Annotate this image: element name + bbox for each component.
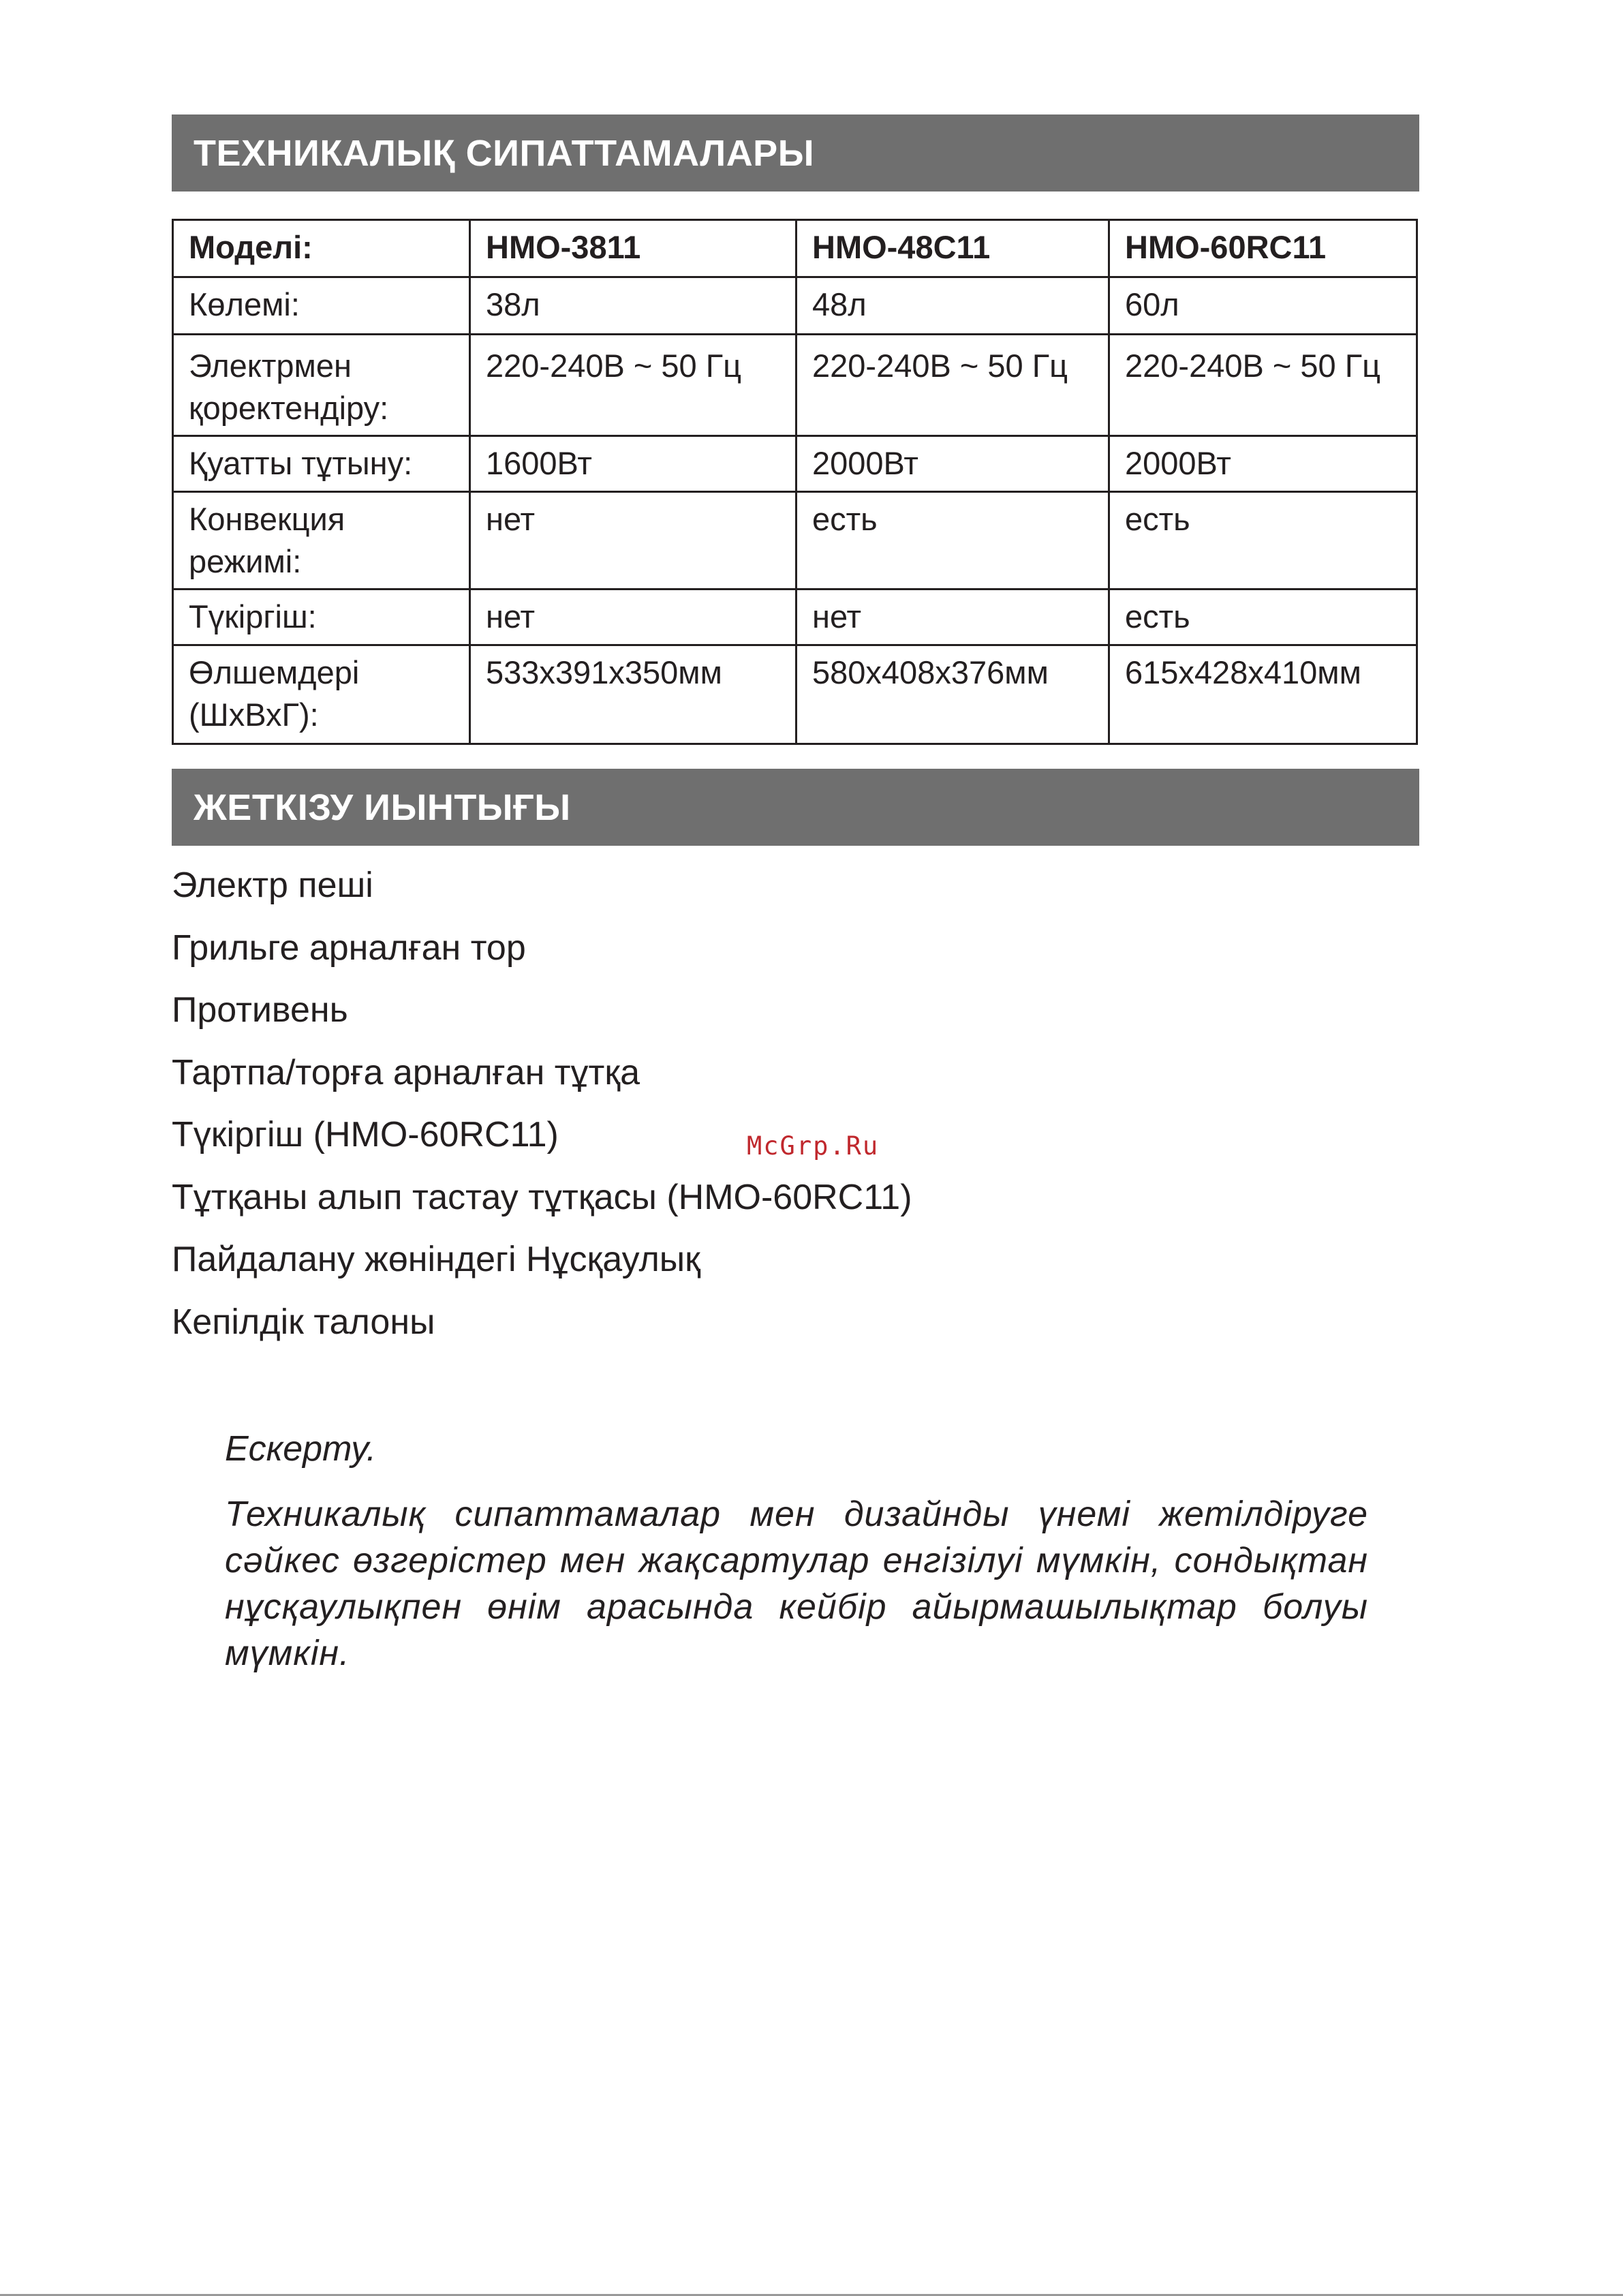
table-cell: 60л [1109, 277, 1417, 335]
list-item: Пайдалану жөніндегі Нұсқаулық [172, 1240, 700, 1279]
header-model-3: HMO-60RC11 [1109, 220, 1417, 277]
note-text: Техникалық сипаттамалар мен дизайнды үнемі жетілдіруге сәйкес өзгерістер мен жақсартулар енгізілуі мүмкін, сондықтан нұсқаулықпен өнім арасында кейбір айырмашылықтар болуы мүмкін. [225, 1495, 1368, 1673]
table-cell: нет [797, 590, 1109, 645]
specs-title-text: ТЕХНИКАЛЫҚ СИПАТТАМАЛАРЫ [194, 132, 815, 174]
list-item: Тұтқаны алып тастау тұтқасы (HMO-60RC11) [172, 1177, 912, 1217]
table-cell: есть [1109, 492, 1417, 590]
watermark: McGrp.Ru [747, 1131, 880, 1161]
header-model-1: HMO-3811 [470, 220, 797, 277]
table-cell: 220-240В ~ 50 Гц [1109, 335, 1417, 436]
row-label: Конвекция режимі: [173, 492, 470, 590]
note-block [225, 1426, 1368, 1677]
table-cell: есть [1109, 590, 1417, 645]
row-label: Өлшемдері (ШхВхГ): [173, 645, 470, 744]
list-item: Түкіргіш (HMO-60RC11) [172, 1115, 559, 1154]
header-model-label: Моделі: [173, 220, 470, 277]
table-row [173, 436, 1417, 492]
list-item: Грильге арналған тор [172, 928, 526, 968]
list-item: Тартпа/торға арналған тұтқа [172, 1052, 640, 1092]
table-cell: 2000Вт [797, 436, 1109, 492]
row-label: Көлемі: [173, 277, 470, 335]
specs-section-title [172, 114, 1419, 192]
table-header-row [173, 220, 1417, 277]
specs-table [172, 219, 1418, 745]
table-row [173, 645, 1417, 744]
note-title: Ескерту. [225, 1429, 377, 1469]
list-item: Электр пеші [172, 866, 373, 905]
table-cell: 1600Вт [470, 436, 797, 492]
table-row [173, 335, 1417, 436]
table-row [173, 492, 1417, 590]
table-cell: 580х408х376мм [797, 645, 1109, 744]
delivery-section-title [172, 769, 1419, 846]
table-cell: 615х428х410мм [1109, 645, 1417, 744]
table-cell: 48л [797, 277, 1109, 335]
table-row [173, 277, 1417, 335]
row-label: Түкіргіш: [173, 590, 470, 645]
table-cell: 220-240В ~ 50 Гц [470, 335, 797, 436]
table-cell: есть [797, 492, 1109, 590]
table-cell: 220-240В ~ 50 Гц [797, 335, 1109, 436]
delivery-list [172, 864, 912, 1363]
table-cell: нет [470, 492, 797, 590]
table-cell: нет [470, 590, 797, 645]
table-row [173, 590, 1417, 645]
table-cell: 38л [470, 277, 797, 335]
row-label: Қуатты тұтыну: [173, 436, 470, 492]
list-item: Кепілдік талоны [172, 1302, 435, 1342]
header-model-2: HMO-48C11 [797, 220, 1109, 277]
table-cell: 2000Вт [1109, 436, 1417, 492]
delivery-title-text: ЖЕТКІЗУ ИЫНТЫҒЫ [194, 786, 571, 828]
list-item: Противень [172, 990, 348, 1030]
row-label: Электрмен қоректендіру: [173, 335, 470, 436]
table-cell: 533х391х350мм [470, 645, 797, 744]
